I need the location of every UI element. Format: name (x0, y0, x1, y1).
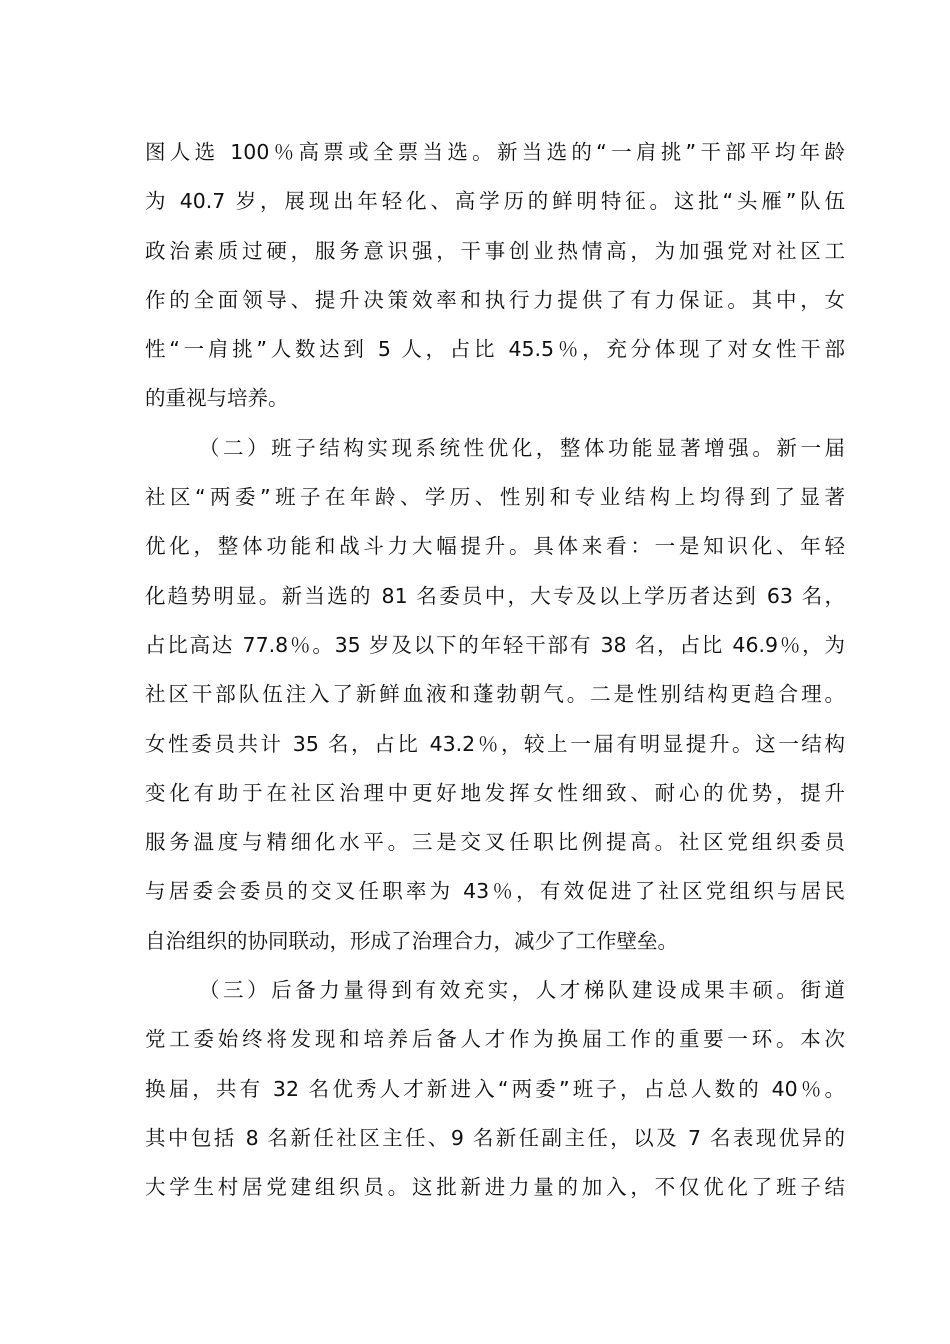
text-line: 服务温度与精细化水平。三是交叉任职比例提高。社区党组织委员 (145, 830, 845, 855)
text-line: 女性委员共计 35 名，占比 43.2％，较上一届有明显提升。这一结构 (145, 731, 845, 756)
text-line: 变化有助于在社区治理中更好地发挥女性细致、耐心的优势，提升 (145, 780, 845, 805)
text-line: 作的全面领导、提升决策效率和执行力提供了有力保证。其中，女 (145, 287, 845, 312)
text-line: 优化，整体功能和战斗力大幅提升。具体来看：一是知识化、年轻 (145, 534, 845, 559)
paragraph-2 (145, 424, 845, 966)
text-line: 政治素质过硬，服务意识强，干事创业热情高，为加强党对社区工 (145, 238, 845, 263)
text-line: 其中包括 8 名新任社区主任、9 名新任副主任，以及 7 名表现优异的 (145, 1125, 845, 1150)
text-line: 社区“两委”班子在年龄、学历、性别和专业结构上均得到了显著 (145, 485, 845, 510)
text-line: 化趋势明显。新当选的 81 名委员中，大专及以上学历者达到 63 名， (145, 583, 845, 608)
text-line: 与居委会委员的交叉任职率为 43％，有效促进了社区党组织与居民 (145, 879, 845, 904)
text-line: 党工委始终将发现和培养后备人才作为换届工作的重要一环。本次 (145, 1027, 845, 1052)
text-line: 性“一肩挑”人数达到 5 人，占比 45.5％，充分体现了对女性干部 (145, 337, 845, 362)
text-line: 占比高达 77.8％。35 岁及以下的年轻干部有 38 名，占比 46.9％，为 (145, 632, 845, 657)
text-line: 社区干部队伍注入了新鲜血液和蓬勃朝气。二是性别结构更趋合理。 (145, 682, 845, 707)
paragraph-3 (145, 966, 845, 1212)
text-line: 大学生村居党建组织员。这批新进力量的加入，不仅优化了班子结 (145, 1175, 845, 1200)
section-heading-line: （三）后备力量得到有效充实，人才梯队建设成果丰硕。街道 (199, 978, 845, 1003)
text-line: 换届，共有 32 名优秀人才新进入“两委”班子，占总人数的 40％。 (145, 1076, 845, 1101)
section-heading-line: （二）班子结构实现系统性优化，整体功能显著增强。新一届 (199, 435, 845, 460)
text-line: 自治组织的协同联动，形成了治理合力，减少了工作壁垒。 (145, 928, 678, 953)
text-line: 为 40.7 岁，展现出年轻化、高学历的鲜明特征。这批“头雁”队伍 (145, 189, 845, 214)
document-body (145, 128, 845, 1213)
paragraph-1 (145, 128, 845, 424)
text-line: 的重视与培养。 (145, 386, 289, 411)
text-line: 图人选 100％高票或全票当选。新当选的“一肩挑”干部平均年龄 (145, 140, 845, 164)
